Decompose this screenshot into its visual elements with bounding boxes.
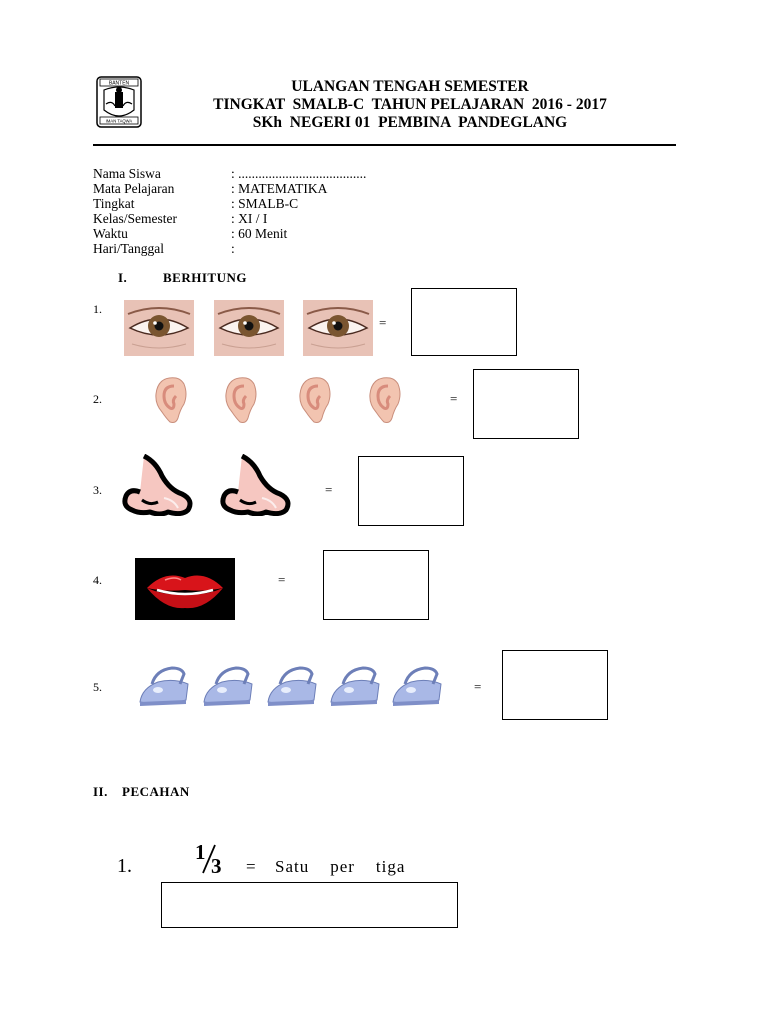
section-1-title: BERHITUNG bbox=[163, 270, 247, 285]
info-value-mapel: : MATEMATIKA bbox=[231, 181, 328, 196]
answer-box-2[interactable] bbox=[473, 369, 579, 439]
question-5-equals: = bbox=[474, 679, 482, 694]
nose-icon bbox=[120, 454, 196, 516]
question-1-number: 1. bbox=[93, 302, 102, 316]
info-label-nama: Nama Siswa bbox=[93, 166, 161, 181]
iron-icon bbox=[136, 664, 192, 710]
logo-top-text: BANTEN bbox=[108, 80, 130, 87]
fraction-question-number: 1. bbox=[117, 855, 132, 877]
info-label-tingkat: Tingkat bbox=[93, 196, 135, 211]
question-4-equals: = bbox=[278, 572, 286, 587]
section-1-number: I. bbox=[118, 270, 128, 285]
logo-bottom-text: IMAN TAQWA bbox=[105, 118, 133, 124]
info-label-hari: Hari/Tanggal bbox=[93, 241, 165, 256]
ear-icon bbox=[294, 374, 334, 426]
fraction-equals: = bbox=[246, 857, 257, 876]
iron-icon bbox=[200, 664, 256, 710]
info-value-tingkat: : SMALB-C bbox=[231, 196, 299, 211]
eye-icon bbox=[214, 300, 284, 356]
section-2-number: II. bbox=[93, 784, 108, 799]
eye-icon bbox=[303, 300, 373, 356]
fraction-answer-box[interactable] bbox=[161, 882, 458, 928]
answer-box-1[interactable] bbox=[411, 288, 517, 356]
question-1-equals: = bbox=[379, 315, 387, 330]
eye-icon bbox=[124, 300, 194, 356]
header-rule bbox=[93, 144, 676, 146]
nose-icon bbox=[218, 454, 294, 516]
info-value-waktu: : 60 Menit bbox=[231, 226, 288, 241]
info-label-mapel: Mata Pelajaran bbox=[93, 181, 175, 196]
info-value-kelas: : XI / I bbox=[231, 211, 268, 226]
info-value-nama: : ...................................... bbox=[231, 166, 367, 181]
question-2-number: 2. bbox=[93, 392, 102, 406]
answer-box-3[interactable] bbox=[358, 456, 464, 526]
ear-icon bbox=[364, 374, 404, 426]
school-logo bbox=[96, 76, 142, 128]
fraction-denominator: 3 bbox=[211, 854, 222, 878]
lips-icon bbox=[135, 558, 235, 620]
answer-box-5[interactable] bbox=[502, 650, 608, 720]
ear-icon bbox=[150, 374, 190, 426]
fraction-numerator: 1 bbox=[195, 840, 206, 864]
iron-icon bbox=[264, 664, 320, 710]
fraction-one-third bbox=[195, 840, 235, 880]
info-value-hari: : bbox=[231, 241, 235, 256]
answer-box-4[interactable] bbox=[323, 550, 429, 620]
title-line-3: SKh NEGERI 01 PEMBINA PANDEGLANG bbox=[252, 114, 568, 131]
section-2-title: PECAHAN bbox=[122, 784, 190, 799]
ear-icon bbox=[220, 374, 260, 426]
question-5-number: 5. bbox=[93, 680, 102, 694]
title-line-2: TINGKAT SMALB-C TAHUN PELAJARAN 2016 - 2017 bbox=[213, 96, 607, 113]
iron-icon bbox=[327, 664, 383, 710]
question-4-number: 4. bbox=[93, 573, 102, 587]
question-3-number: 3. bbox=[93, 483, 102, 497]
question-2-equals: = bbox=[450, 391, 458, 406]
info-label-kelas: Kelas/Semester bbox=[93, 211, 177, 226]
info-label-waktu: Waktu bbox=[93, 226, 128, 241]
title-line-1: ULANGAN TENGAH SEMESTER bbox=[291, 78, 529, 95]
question-3-equals: = bbox=[325, 482, 333, 497]
fraction-words: Satu per tiga bbox=[275, 857, 406, 876]
iron-icon bbox=[389, 664, 445, 710]
